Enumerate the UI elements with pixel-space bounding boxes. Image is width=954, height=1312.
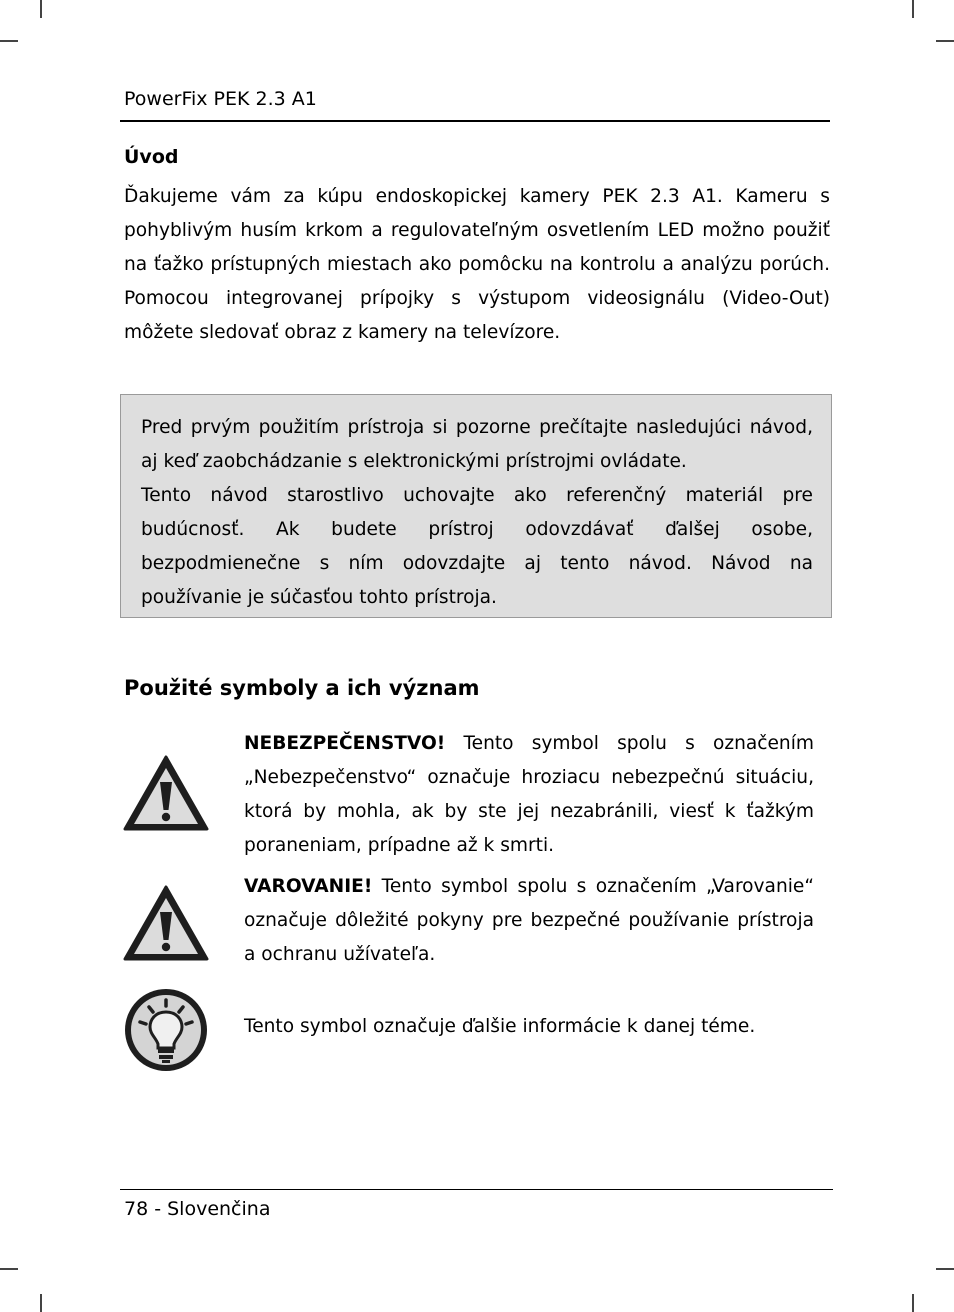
lightbulb-icon <box>122 986 210 1078</box>
crop-mark <box>40 1294 42 1312</box>
crop-mark <box>0 1268 18 1270</box>
warning-triangle-icon <box>122 884 210 966</box>
crop-mark <box>912 1294 914 1312</box>
crop-mark <box>936 40 954 42</box>
crop-mark <box>0 40 18 42</box>
warning-description: Tento symbol spolu s označením „Varovanie“ označuje dôležité pokyny pre bezpečné používanie prístroja a ochranu užívateľa. <box>244 876 814 965</box>
crop-mark <box>936 1268 954 1270</box>
intro-paragraph: Ďakujeme vám za kúpu endoskopickej kamery PEK 2.3 A1. Kameru s pohyblivým husím krkom a regulovateľným osvetlením LED možno použiť na ťažko prístupných miestach ako pomôcku na kontrolu a analýzu porúch. Pomocou integrovanej prípojky s výstupom videosignálu (Video-Out) môžete sledovať obraz z kamery na televízore. <box>124 186 830 343</box>
notice-box <box>120 394 832 618</box>
header-rule <box>120 120 830 122</box>
footer-page-number: 78 - Slovenčina <box>124 1198 271 1220</box>
footer-rule <box>120 1189 833 1190</box>
warning-label: VAROVANIE! <box>244 876 373 897</box>
warning-symbol-text <box>244 870 814 972</box>
notice-paragraph-2: Tento návod starostlivo uchovajte ako referenčný materiál pre budúcnosť. Ak budete prístroj odovzdávať ďalšej osobe, bezpodmienečne s ním odovzdajte aj tento návod. Návod na používanie je súčasťou tohto prístroja. <box>141 485 813 608</box>
intro-heading: Úvod <box>124 146 179 168</box>
danger-label: NEBEZPEČENSTVO! <box>244 733 446 754</box>
info-symbol-text: Tento symbol označuje ďalšie informácie k danej téme. <box>244 1016 756 1037</box>
header-title: PowerFix PEK 2.3 A1 <box>124 88 317 110</box>
notice-paragraph-1: Pred prvým použitím prístroja si pozorne prečítajte nasledujúci návod, aj keď zaobchádzanie s elektronickými prístrojmi ovládate. <box>141 417 813 472</box>
danger-symbol-text <box>244 727 814 863</box>
symbols-heading: Použité symboly a ich význam <box>124 676 480 700</box>
warning-triangle-icon <box>122 754 210 836</box>
crop-mark <box>40 0 42 18</box>
crop-mark <box>912 0 914 18</box>
danger-description: Tento symbol spolu s označením „Nebezpečenstvo“ označuje hroziacu nebezpečnú situáciu, ktorá by mohla, ak by ste jej nezabránili, viesť k ťažkým poraneniam, prípadne až k smrti. <box>244 733 814 856</box>
